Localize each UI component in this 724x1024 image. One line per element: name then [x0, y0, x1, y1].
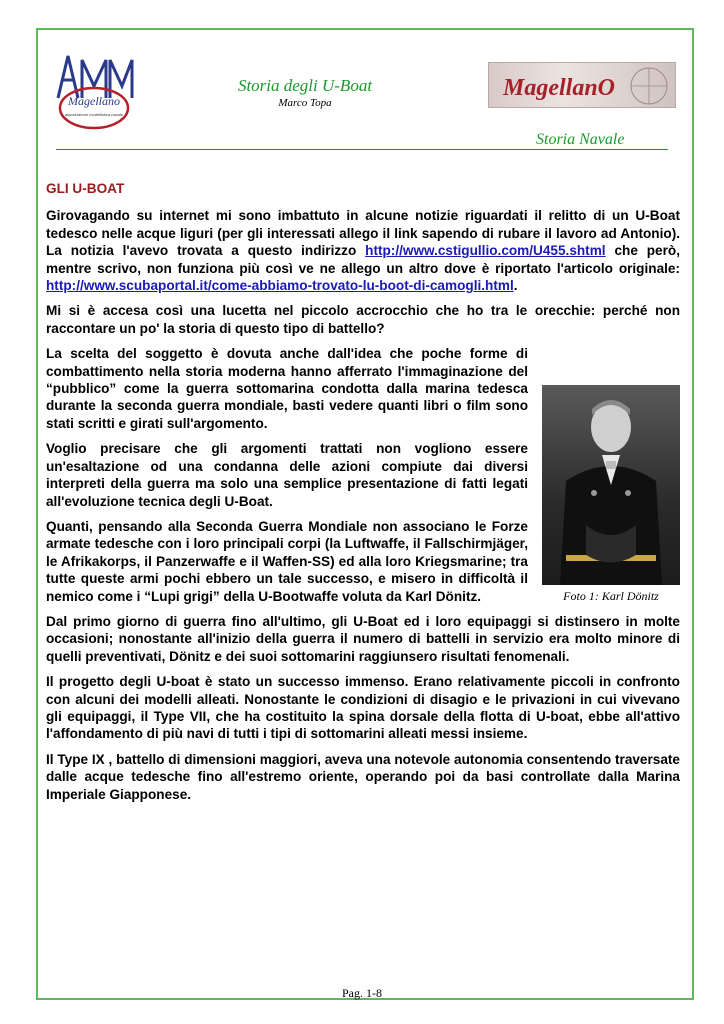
- paragraph-4: Voglio precisare che gli argomenti trattati non vogliono essere un'esaltazione od una condanna delle azioni compiute dai diversi interpreti della guerra ma solo una semplice presentazione di fatti legati all'evoluzione tecnica degli U-Boat.: [46, 441, 528, 509]
- paragraph-8: Il Type IX , battello di dimensioni maggiori, aveva una notevole autonomia consentendo traversate dalle acque tedesche fino all'estremo oriente, operando poi da basi controllate dalla Marina Imperiale Giapponese.: [46, 751, 680, 802]
- header-rule: [56, 149, 668, 150]
- logo-right-text: MagellanO: [503, 75, 616, 101]
- article-heading: GLI U-BOAT: [46, 181, 125, 196]
- paragraph-6: Dal primo giorno di guerra fino all'ultimo, gli U-Boat ed i loro equipaggi si distinsero in molte occasioni; nonostante all'inizio della guerra il numero di battelli in servizio era molto minore di quelli preventivati, Dönitz e dei suoi sottomarini raggiunsero risultati fenomenali.: [46, 613, 680, 664]
- link-cstigullio[interactable]: http://www.cstigullio.com/U455.shtml: [365, 243, 606, 259]
- magellano-logo-right: [488, 62, 676, 108]
- logo-left-title: Magellano: [68, 94, 120, 108]
- paragraph-5: Quanti, pensando alla Seconda Guerra Mondiale non associano le Forze armate tedesche con i loro principali corpi (la Luftwaffe, il Fallschirmjäger, le Afrikakorps, il Panzerwaffe e il Waffen-SS) ed alla loro Kriegsmarine; tra tutte queste armi pochi ebbero un tale successo, e misero in difficoltà il nemico come i “Lupi grigi” della U-Bootwaffe voluta da Karl Dönitz.: [46, 518, 528, 604]
- paragraph-1-text-a: Girovagando su internet mi sono imbattuto in alcune notizie riguardati il relitto di un U-Boat tedesco nelle acque liguri (per gli interessati allego il link sapendo di rubare il lavoro ad Antonio). La notizia l'avevo trovata a questo indirizzo: [46, 208, 680, 259]
- magellano-logo-right-art: [489, 63, 676, 108]
- magellano-logo-left: [52, 50, 136, 130]
- portrait-silhouette: [542, 385, 680, 585]
- document-author: Marco Topa: [278, 97, 332, 109]
- article-body: [46, 180, 680, 811]
- photo-karl-donitz: [542, 385, 680, 585]
- logo-left-subtitle: associazione modellistica navale: [64, 112, 124, 117]
- paragraph-2: Mi si è accesa così una lucetta nel piccolo accrocchio che ho tra le orecchie: perché non raccontare un po' la storia di questo tipo di battello?: [46, 303, 680, 336]
- paragraph-1-text-b: che però, mentre scrivo, non funziona più così ve ne allego un altro dove è riportato l'articolo originale:: [46, 243, 680, 276]
- section-label: Storia Navale: [536, 131, 625, 148]
- page-header: [0, 0, 724, 160]
- document-title: Storia degli U-Boat: [237, 76, 373, 95]
- paragraph-1: [46, 207, 680, 294]
- photo-figure: [542, 385, 680, 605]
- photo-caption: Foto 1: Karl Dönitz: [563, 589, 659, 604]
- paragraph-7: Il progetto degli U-boat è stato un successo immenso. Erano relativamente piccoli in confronto con alcuni dei modelli alleati. Nonostante le condizioni di disagio e le privazioni in cui vivevano gli equipaggi, il Type VII, che ha costituito la spina dorsale della flotta di U-boat, ebbe all'attivo l'affondamento di più navi di tutti i tipi di sottomarini alleati messi insieme.: [46, 674, 680, 742]
- page-number: Pag. 1-8: [342, 986, 382, 1000]
- paragraph-3-text: La scelta del soggetto è dovuta anche dall'idea che poche forme di combattimento nella storia moderna hanno afferrato l'immaginazione del “pubblico” come la guerra sottomarina condotta dalla marina tedesca durante la seconda guerra mondiale, basti vedere quanti libri o film sono stati scritti e girati sull'argomento.: [46, 346, 528, 431]
- link-scubaportal[interactable]: http://www.scubaportal.it/come-abbiamo-trovato-lu-boot-di-camogli.html: [46, 278, 514, 294]
- paragraph-1-text-c: .: [513, 278, 518, 294]
